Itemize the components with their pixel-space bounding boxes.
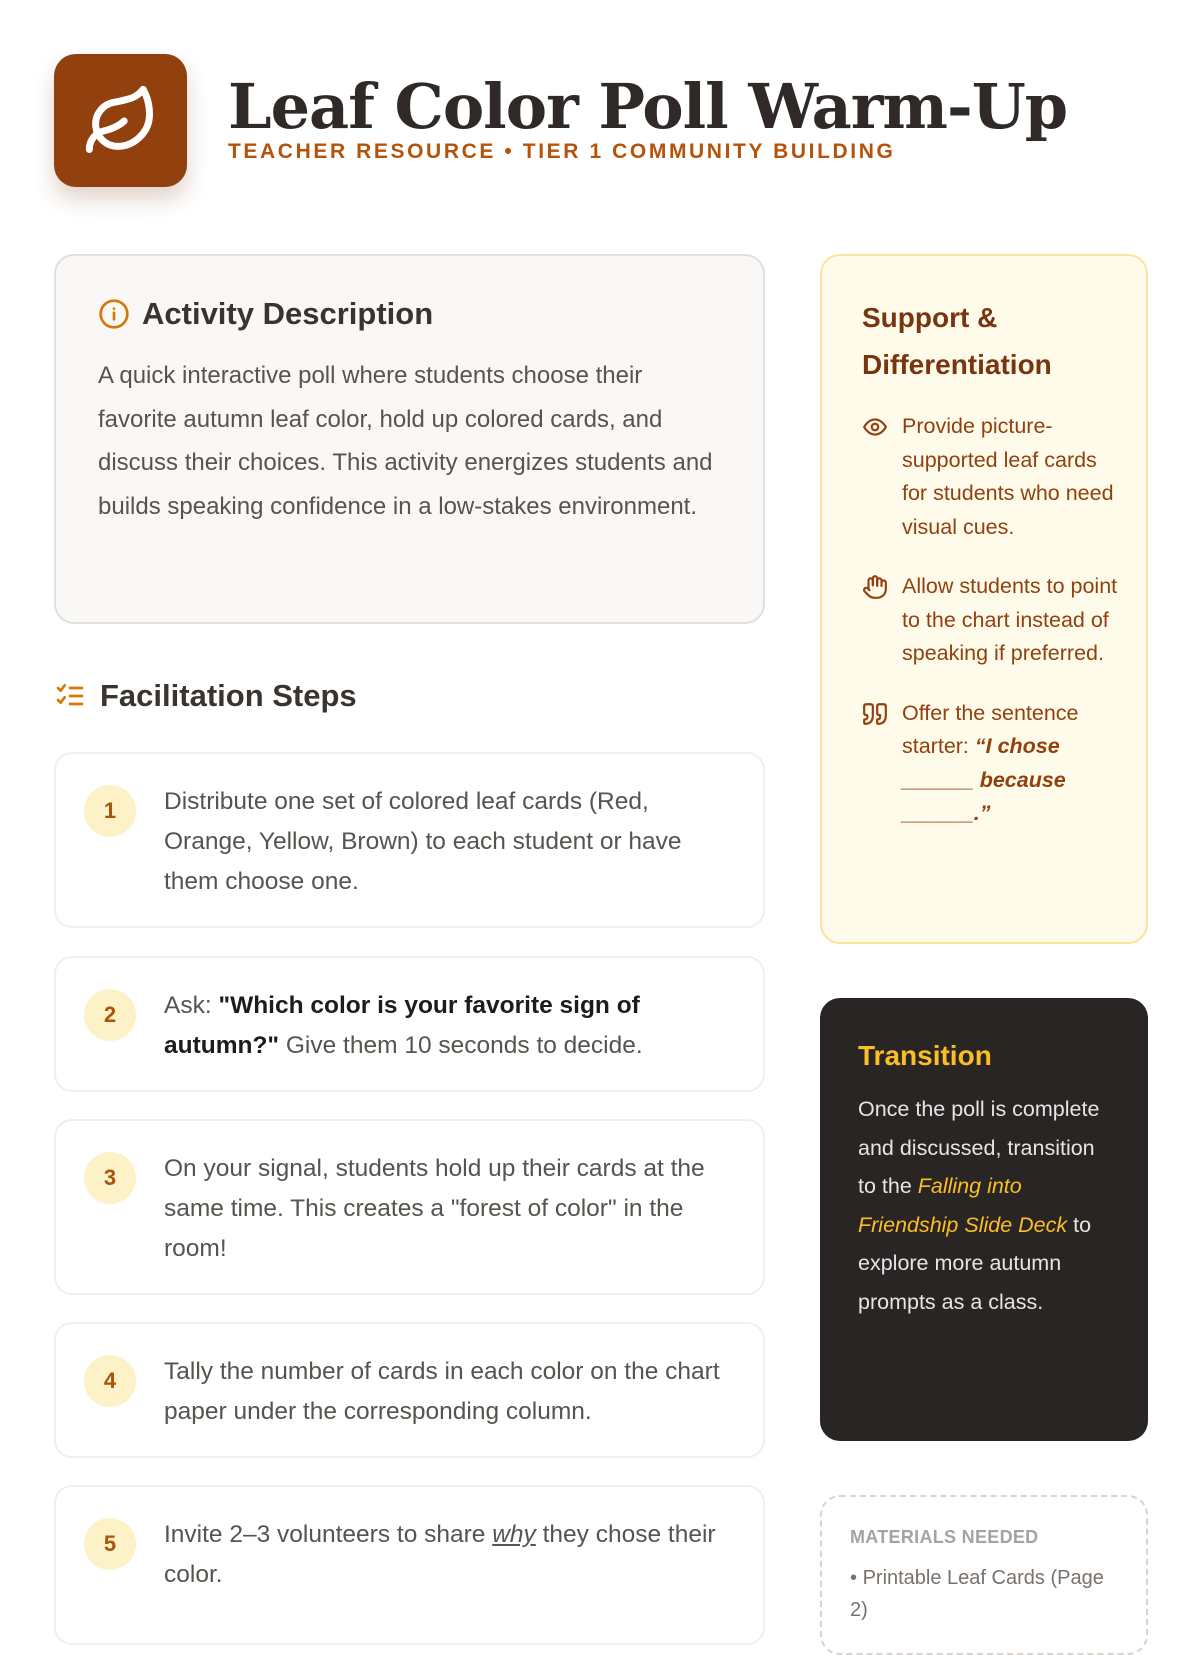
step-emphasis: why <box>492 1521 536 1548</box>
eye-icon <box>862 414 888 440</box>
step-text: Invite 2–3 volunteers to share why they chose their color. <box>164 1521 716 1588</box>
step-card <box>54 1322 765 1458</box>
sentence-starter: “I chose ______ because ______.” <box>902 734 1066 825</box>
support-item <box>862 697 1122 831</box>
step-question: "Which color is your favorite sign of autumn?" <box>164 992 640 1059</box>
materials-list <box>850 1562 1124 1626</box>
step-number-badge: 1 <box>84 785 136 837</box>
quote-icon <box>862 701 888 727</box>
transition-card <box>820 998 1148 1441</box>
materials-item: • Printable Leaf Cards (Page 2) <box>850 1562 1124 1626</box>
logo-tile <box>54 54 187 187</box>
support-item-text: Allow students to point to the chart instead of speaking if preferred. <box>902 574 1118 665</box>
support-item <box>862 570 1122 671</box>
activity-description-card <box>54 254 765 624</box>
step-card <box>54 752 765 928</box>
step-card <box>54 1485 765 1645</box>
info-icon <box>98 298 130 330</box>
materials-card <box>820 1495 1148 1655</box>
checklist-icon <box>54 680 86 712</box>
support-item-text: Offer the sentence starter: “I chose ______ because ______.” <box>902 700 1079 825</box>
step-text: On your signal, students hold up their cards at the same time. This creates a "forest of color" in the room! <box>164 1155 705 1262</box>
activity-description-text: A quick interactive poll where students choose their favorite autumn leaf color, hold up colored cards, and discuss their choices. This activity energizes students and builds speaking confidence in a low-stakes environment. <box>98 362 713 520</box>
transition-text: Once the poll is complete and discussed, transition to the Falling into Friendship Slide Deck to explore more autumn prompts as a class. <box>858 1097 1100 1314</box>
facilitation-steps-heading: Facilitation Steps <box>100 678 357 713</box>
step-number-badge: 5 <box>84 1518 136 1570</box>
step-text: Ask: "Which color is your favorite sign of autumn?" Give them 10 seconds to decide. <box>164 992 643 1059</box>
activity-description-header <box>98 296 723 332</box>
step-number-badge: 4 <box>84 1355 136 1407</box>
step-number-badge: 2 <box>84 989 136 1041</box>
step-card <box>54 1119 765 1295</box>
step-text: Distribute one set of colored leaf cards (Red, Orange, Yellow, Brown) to each student or have them choose one. <box>164 788 682 895</box>
leaf-icon <box>83 83 159 159</box>
step-card <box>54 956 765 1092</box>
facilitation-steps-header <box>54 678 357 714</box>
page-subtitle: TEACHER RESOURCE • TIER 1 COMMUNITY BUILDING <box>228 140 896 163</box>
activity-description-heading: Activity Description <box>142 296 434 331</box>
page-title: Leaf Color Poll Warm-Up <box>228 70 1068 143</box>
materials-title: MATERIALS NEEDED <box>850 1527 1039 1547</box>
step-number-badge: 3 <box>84 1152 136 1204</box>
slide-deck-link[interactable]: Falling into Friendship Slide Deck <box>858 1174 1068 1237</box>
support-differentiation-card <box>820 254 1148 944</box>
hand-icon <box>862 574 888 600</box>
support-list <box>862 410 1122 831</box>
support-title: Support & Differentiation <box>862 302 1052 380</box>
step-text: Tally the number of cards in each color on the chart paper under the corresponding column. <box>164 1358 720 1425</box>
support-item-text: Provide picture-supported leaf cards for students who need visual cues. <box>902 414 1114 539</box>
transition-title: Transition <box>858 1040 992 1071</box>
support-item <box>862 410 1122 544</box>
